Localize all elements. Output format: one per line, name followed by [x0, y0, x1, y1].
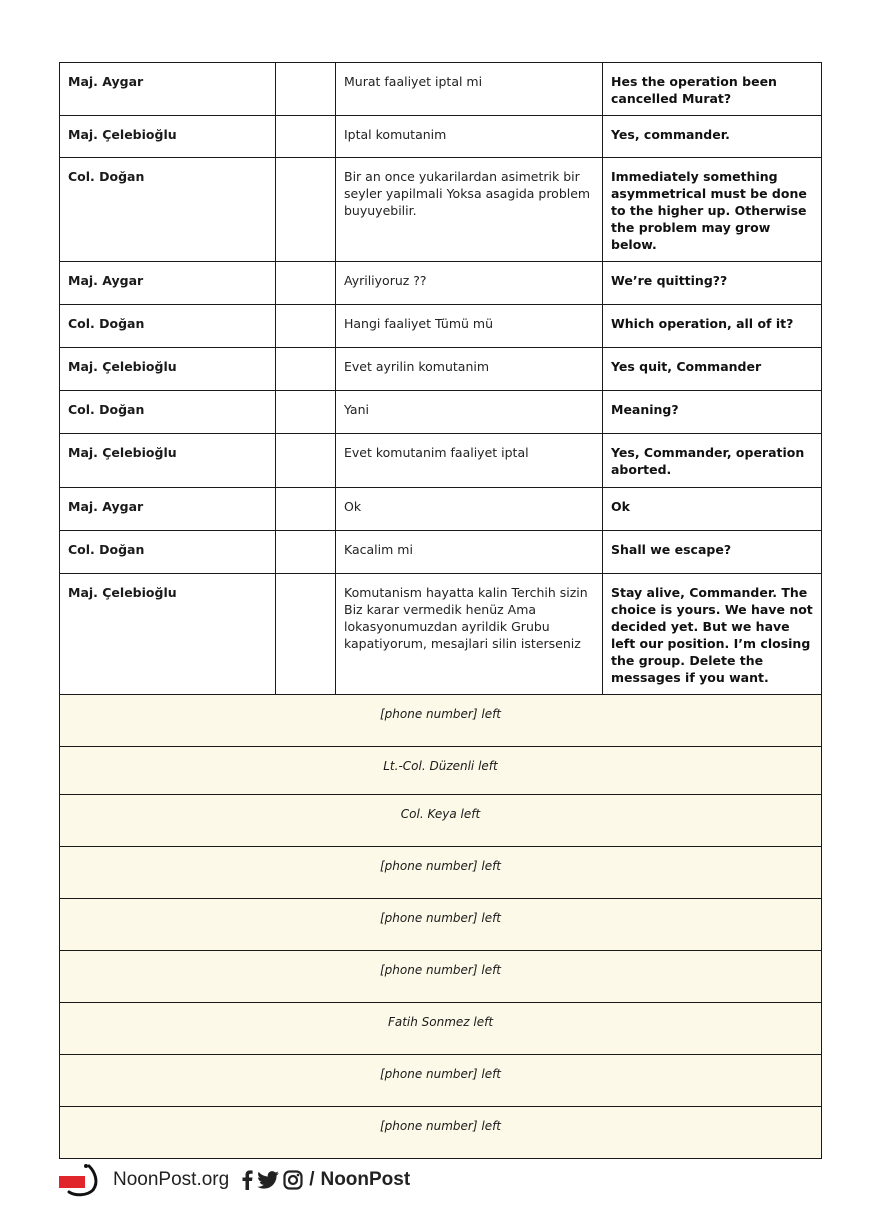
- english-text-cell: Yes, Commander, operation aborted.: [603, 434, 822, 488]
- english-text-cell: Meaning?: [603, 391, 822, 434]
- english-text-cell: Ok: [603, 488, 822, 531]
- empty-cell: [276, 574, 336, 695]
- event-text: Col. Keya left: [60, 795, 822, 847]
- event-row: [60, 795, 822, 847]
- english-text-cell: Stay alive, Commander. The choice is yours. We have not decided yet. But we have left our position. I’m closing the group. Delete the messages if you want.: [603, 574, 822, 695]
- speaker-cell: Col. Doğan: [60, 531, 276, 574]
- speaker-cell: Maj. Çelebioğlu: [60, 434, 276, 488]
- site-url[interactable]: NoonPost.org: [113, 1169, 230, 1190]
- turkish-text-cell: Evet komutanim faaliyet iptal: [336, 434, 603, 488]
- event-row: [60, 747, 822, 795]
- english-text-cell: Hes the operation been cancelled Murat?: [603, 63, 822, 116]
- social-icons: [241, 1170, 303, 1190]
- event-row: [60, 847, 822, 899]
- table-row: [60, 262, 822, 305]
- english-text-cell: Shall we escape?: [603, 531, 822, 574]
- empty-cell: [276, 531, 336, 574]
- english-text-cell: Which operation, all of it?: [603, 305, 822, 348]
- turkish-text-cell: Murat faaliyet iptal mi: [336, 63, 603, 116]
- social-handle[interactable]: NoonPost: [320, 1169, 411, 1190]
- english-text-cell: Yes quit, Commander: [603, 348, 822, 391]
- turkish-text-cell: Bir an once yukarilardan asimetrik bir seyler yapilmali Yoksa asagida problem buyuyebilir.: [336, 158, 603, 262]
- table-row: [60, 531, 822, 574]
- empty-cell: [276, 434, 336, 488]
- empty-cell: [276, 305, 336, 348]
- table-row: [60, 348, 822, 391]
- english-text-cell: Yes, commander.: [603, 116, 822, 158]
- empty-cell: [276, 488, 336, 531]
- table-row: [60, 158, 822, 262]
- event-text: [phone number] left: [60, 1055, 822, 1107]
- footer-slash: /: [309, 1169, 315, 1190]
- facebook-icon[interactable]: [241, 1170, 253, 1190]
- empty-cell: [276, 116, 336, 158]
- empty-cell: [276, 158, 336, 262]
- speaker-cell: Maj. Aygar: [60, 488, 276, 531]
- speaker-cell: Maj. Aygar: [60, 262, 276, 305]
- table-row: [60, 574, 822, 695]
- event-row: [60, 1055, 822, 1107]
- table-row: [60, 116, 822, 158]
- event-text: [phone number] left: [60, 951, 822, 1003]
- empty-cell: [276, 63, 336, 116]
- noonpost-logo-icon: [59, 1160, 105, 1200]
- empty-cell: [276, 262, 336, 305]
- turkish-text-cell: Komutanism hayatta kalin Terchih sizin Biz karar vermedik henüz Ama lokasyonumuzdan ayrildik Grubu kapatiyorum, mesajlari silin isterseniz: [336, 574, 603, 695]
- event-text: [phone number] left: [60, 695, 822, 747]
- speaker-cell: Maj. Çelebioğlu: [60, 574, 276, 695]
- table-row: [60, 391, 822, 434]
- speaker-cell: Maj. Çelebioğlu: [60, 348, 276, 391]
- table-row: [60, 63, 822, 116]
- turkish-text-cell: Evet ayrilin komutanim: [336, 348, 603, 391]
- event-row: [60, 695, 822, 747]
- footer: [59, 1160, 410, 1200]
- event-row: [60, 951, 822, 1003]
- turkish-text-cell: Hangi faaliyet Tümü mü: [336, 305, 603, 348]
- speaker-cell: Col. Doğan: [60, 158, 276, 262]
- event-text: [phone number] left: [60, 847, 822, 899]
- turkish-text-cell: Ok: [336, 488, 603, 531]
- empty-cell: [276, 348, 336, 391]
- speaker-cell: Col. Doğan: [60, 305, 276, 348]
- empty-cell: [276, 391, 336, 434]
- event-row: [60, 1107, 822, 1159]
- turkish-text-cell: Iptal komutanim: [336, 116, 603, 158]
- speaker-cell: Maj. Çelebioğlu: [60, 116, 276, 158]
- speaker-cell: Col. Doğan: [60, 391, 276, 434]
- event-text: Lt.-Col. Düzenli left: [60, 747, 822, 795]
- instagram-icon[interactable]: [283, 1170, 303, 1190]
- event-row: [60, 899, 822, 951]
- speaker-cell: Maj. Aygar: [60, 63, 276, 116]
- event-text: [phone number] left: [60, 899, 822, 951]
- english-text-cell: We’re quitting??: [603, 262, 822, 305]
- turkish-text-cell: Kacalim mi: [336, 531, 603, 574]
- table-row: [60, 305, 822, 348]
- event-text: Fatih Sonmez left: [60, 1003, 822, 1055]
- english-text-cell: Immediately something asymmetrical must be done to the higher up. Otherwise the problem may grow below.: [603, 158, 822, 262]
- table-row: [60, 488, 822, 531]
- event-text: [phone number] left: [60, 1107, 822, 1159]
- turkish-text-cell: Ayriliyoruz ??: [336, 262, 603, 305]
- turkish-text-cell: Yani: [336, 391, 603, 434]
- transcript-table: [59, 62, 822, 1159]
- twitter-icon[interactable]: [257, 1171, 279, 1189]
- table-row: [60, 434, 822, 488]
- event-row: [60, 1003, 822, 1055]
